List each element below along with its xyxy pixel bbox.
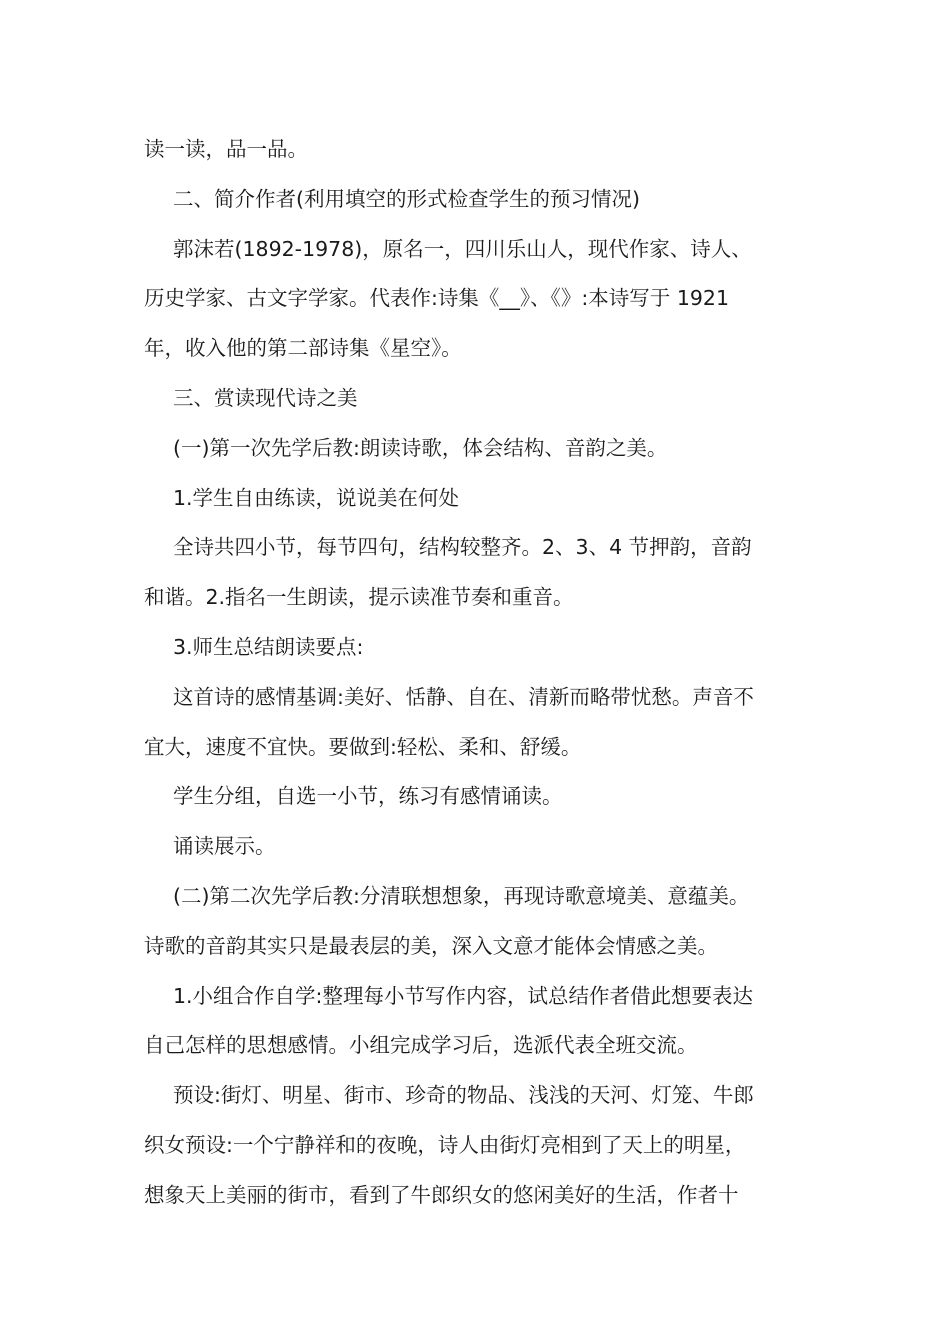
document-body xyxy=(144,125,808,1221)
text-line: 这首诗的感情基调:美好、恬静、自在、清新而略带忧愁。声音不 xyxy=(173,684,754,709)
text-line: 诵读展示。 xyxy=(173,834,276,859)
text-line: 3.师生总结朗读要点: xyxy=(173,634,364,659)
text-line: (一)第一次先学后教:朗读诗歌，体会结构、音韵之美。 xyxy=(173,435,668,460)
text-line: 诗歌的音韵其实只是最表层的美，深入文意才能体会情感之美。 xyxy=(144,933,718,958)
text-line: 1.小组合作自学:整理每小节写作内容，试总结作者借此想要表达 xyxy=(173,983,753,1008)
text-line: 读一读，品一品。 xyxy=(144,137,308,161)
text-line: 1.学生自由练读，说说美在何处 xyxy=(173,485,460,510)
text-line: 全诗共四小节，每节四句，结构较整齐。2、3、4 节押韵，音韵 xyxy=(173,535,752,560)
text-line: 郭沫若(1892-1978)，原名一，四川乐山人，现代作家、诗人、 xyxy=(173,236,752,261)
text-line: 预设:街灯、明星、街市、珍奇的物品、浅浅的天河、灯笼、牛郎 xyxy=(173,1083,754,1108)
text-line: 织女预设:一个宁静祥和的夜晚，诗人由街灯亮相到了天上的明星， xyxy=(144,1132,746,1157)
text-line: 年，收入他的第二部诗集《星空》。 xyxy=(144,336,462,361)
text-line: 想象天上美丽的街市，看到了牛郎织女的悠闲美好的生活，作者十 xyxy=(144,1182,739,1207)
text-line: 和谐。2.指名一生朗读，提示读准节奏和重音。 xyxy=(144,585,574,610)
text-line: (二)第二次先学后教:分清联想想象，再现诗歌意境美、意蕴美。 xyxy=(173,883,750,908)
text-line: 自己怎样的思想感情。小组完成学习后，选派代表全班交流。 xyxy=(144,1033,698,1058)
text-line: 学生分组，自选一小节，练习有感情诵读。 xyxy=(173,784,563,809)
text-line: 历史学家、古文字学家。代表作:诗集《__》、《》:本诗写于 1921 xyxy=(144,286,729,311)
text-line: 二、简介作者(利用填空的形式检查学生的预习情况) xyxy=(173,186,640,211)
text-line: 宜大，速度不宜快。要做到:轻松、柔和、舒缓。 xyxy=(144,734,582,759)
text-line: 三、赏读现代诗之美 xyxy=(173,385,358,410)
